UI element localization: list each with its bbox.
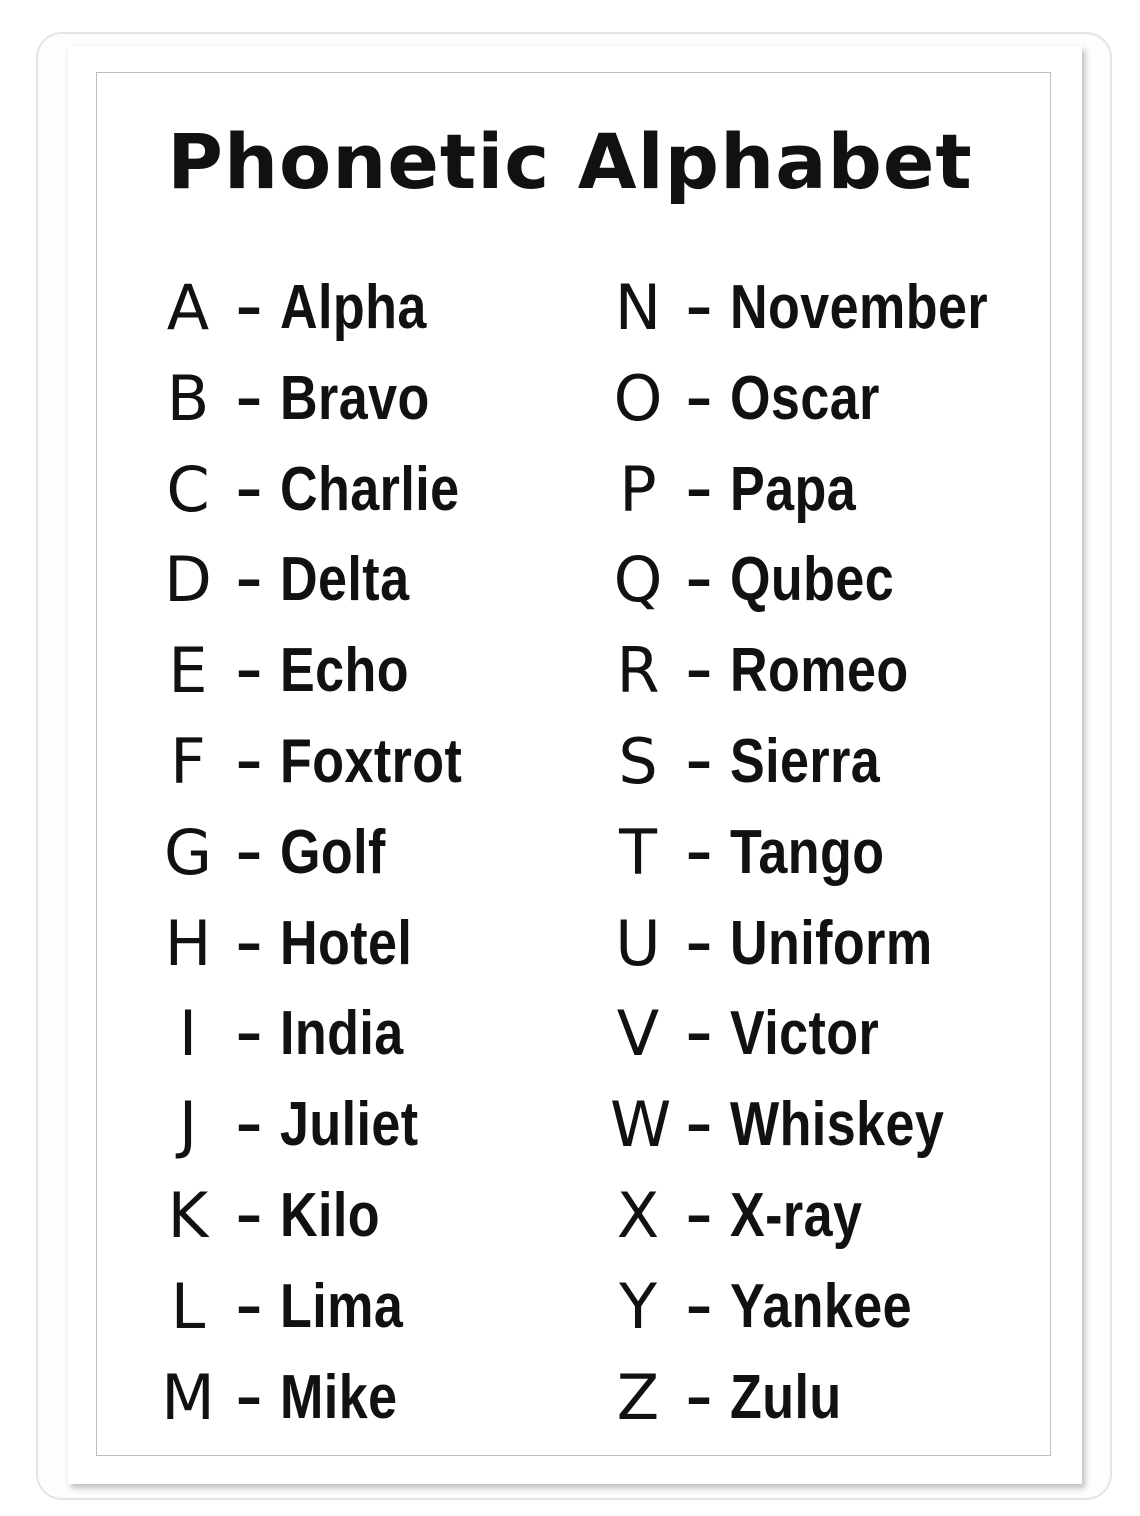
entry-word: Sierra [730, 726, 881, 796]
entry-word: Romeo [730, 636, 909, 706]
entry-dash: – [686, 913, 712, 974]
entry-letter: Y [619, 1269, 657, 1343]
entry-dash: – [236, 368, 262, 429]
entry-letter: P [619, 452, 657, 526]
entry-letter: Q [613, 543, 663, 617]
entry-word: India [280, 999, 404, 1069]
entry-letter: Z [616, 1360, 660, 1434]
entry-dash: – [686, 368, 712, 429]
entry-word: November [730, 273, 989, 342]
entry-letter: D [164, 543, 212, 617]
entry-letter: J [178, 1088, 198, 1162]
entry-dash: – [236, 550, 262, 611]
entry-letter: E [168, 634, 208, 708]
entry-word: Qubec [730, 545, 895, 615]
entry-letter: C [166, 452, 210, 526]
entry-letter: M [161, 1360, 215, 1434]
entry-letter: H [164, 906, 212, 980]
entry-letter: T [619, 815, 657, 889]
entry-word: Golf [280, 817, 386, 887]
entry-dash: – [236, 1367, 262, 1428]
entry-letter: U [615, 906, 661, 980]
entry-dash: – [236, 1004, 262, 1065]
entry-letter: R [616, 634, 660, 708]
entry-letter: W [610, 1088, 672, 1162]
entry-dash: – [686, 641, 712, 702]
entry-letter: B [166, 361, 210, 435]
entry-word: Foxtrot [280, 726, 463, 796]
entry-letter: V [616, 997, 660, 1071]
entry-word: X-ray [730, 1180, 863, 1250]
entry-dash: – [686, 459, 712, 520]
entry-letter: X [616, 1178, 660, 1252]
entry-letter: S [618, 724, 658, 798]
entry-word: Yankee [730, 1271, 913, 1341]
entry-word: Lima [280, 1271, 404, 1341]
entry-dash: – [236, 1185, 262, 1246]
entry-dash: – [686, 550, 712, 611]
entry-word: Papa [730, 454, 857, 524]
entry-word: Charlie [280, 454, 460, 524]
entry-letter: L [170, 1269, 206, 1343]
entry-dash: – [686, 822, 712, 883]
entry-dash: – [686, 1276, 712, 1337]
entry-letter: N [614, 271, 662, 344]
entry-word: Uniform [730, 908, 933, 978]
entry-dash: – [686, 1367, 712, 1428]
entry-word: Zulu [730, 1362, 842, 1432]
entry-dash: – [236, 278, 262, 338]
entry-word: Tango [730, 817, 885, 887]
entry-letter: A [166, 271, 210, 344]
entry-dash: – [686, 1095, 712, 1156]
entry-word: Oscar [730, 363, 880, 433]
entry-dash: – [236, 822, 262, 883]
entry-letter: O [613, 361, 663, 435]
entry-letter: G [163, 815, 213, 889]
entry-word: Whiskey [730, 1090, 945, 1160]
entry-dash: – [686, 1004, 712, 1065]
entry-dash: – [236, 1095, 262, 1156]
entry-dash: – [686, 731, 712, 792]
entry-dash: – [236, 641, 262, 702]
entry-word: Mike [280, 1362, 398, 1432]
entry-dash: – [236, 1276, 262, 1337]
entry-letter: F [170, 724, 206, 798]
entry-word: Alpha [280, 273, 427, 342]
entry-dash: – [686, 278, 712, 338]
entry-word: Kilo [280, 1180, 381, 1250]
entry-dash: – [236, 731, 262, 792]
entry-word: Echo [280, 636, 410, 706]
page-title: Phonetic Alphabet [167, 117, 973, 206]
entry-word: Victor [730, 999, 880, 1069]
entry-dash: – [236, 459, 262, 520]
entry-dash: – [686, 1185, 712, 1246]
entry-word: Delta [280, 545, 410, 615]
entry-word: Bravo [280, 363, 430, 433]
entry-word: Juliet [280, 1090, 419, 1160]
entry-dash: – [236, 913, 262, 974]
entry-letter: K [167, 1178, 209, 1252]
entry-letter: I [178, 997, 198, 1071]
entry-word: Hotel [280, 908, 413, 978]
